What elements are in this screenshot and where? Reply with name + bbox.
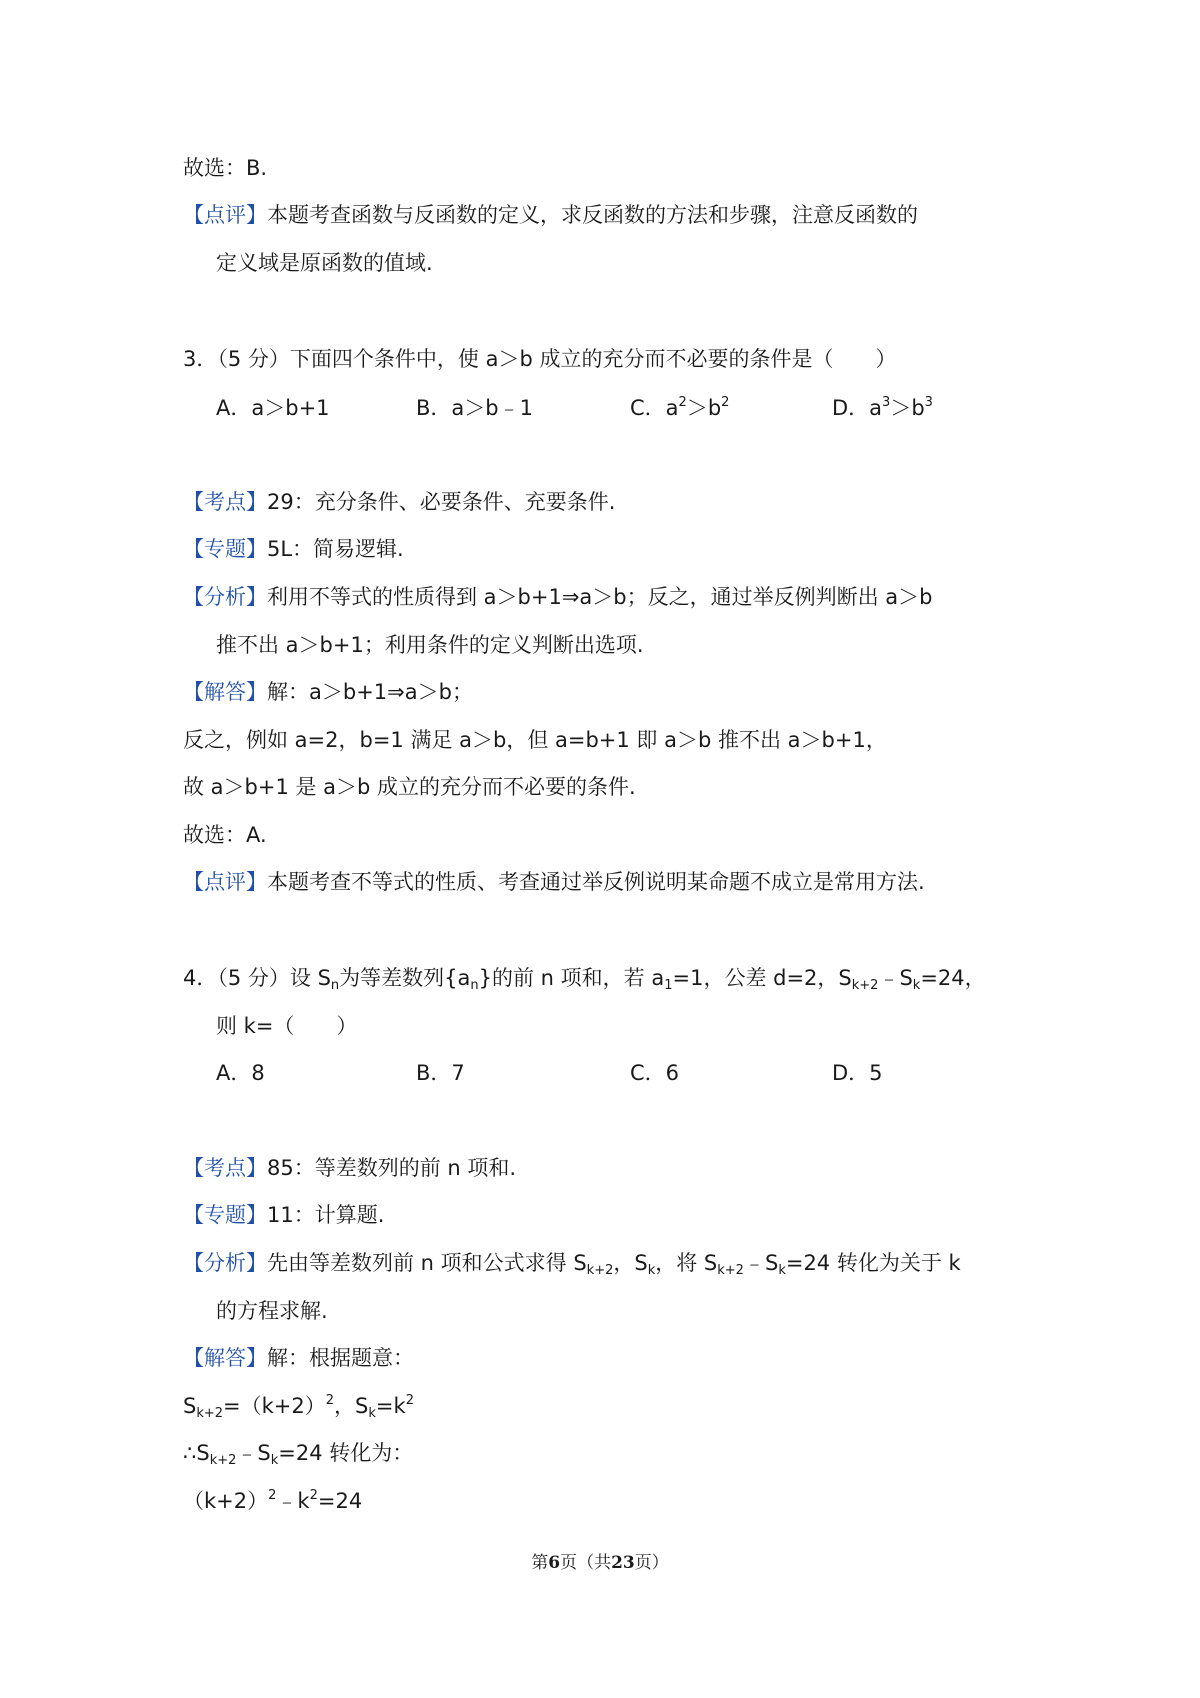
q4-option-b: B．7 xyxy=(416,1061,465,1085)
q3-option-d: D．$a^3>b^3$ xyxy=(832,395,933,420)
page-total: 23 xyxy=(611,1553,635,1573)
q4-equation-1: $S_{k+2}=(k+2)^2$，$S_k=k^2$ xyxy=(183,1393,414,1421)
q4-fenxi-cont: 的方程求解. xyxy=(216,1299,328,1323)
q3-option-a: A．a＞b+1 xyxy=(216,396,330,420)
q4-equation-3: $(k+2)^2﹣k^2=24$ xyxy=(183,1488,363,1513)
q4-stem-cont: 则 k=（ ） xyxy=(216,1014,358,1038)
q4-option-d: D．5 xyxy=(832,1061,883,1085)
q4-option-c: C．6 xyxy=(630,1061,680,1085)
q3-fenxi-cont: 推不出 a＞b+1；利用条件的定义判断出选项. xyxy=(216,633,644,657)
q3-option-c: C．$a^2>b^2$ xyxy=(630,395,730,420)
q2-comment-cont: 定义域是原函数的值域. xyxy=(216,251,433,275)
q3-option-b: B．a＞b﹣1 xyxy=(416,396,533,420)
q3-answer: 故选：A. xyxy=(183,823,267,847)
q3-zhuanti: 【专题】5L：简易逻辑. xyxy=(183,537,404,561)
q3-solution-line-2: 故 a＞b+1 是 a＞b 成立的充分而不必要的条件. xyxy=(183,775,636,799)
q4-option-a: A．8 xyxy=(216,1061,265,1085)
q4-kaodian: 【考点】85：等差数列的前 n 项和. xyxy=(183,1156,517,1180)
q3-jieda: 【解答】解：a＞b+1⇒a＞b； xyxy=(183,680,473,704)
q4-stem: 4．（5 分）设 $S_n$为等差数列$\{a_n\}$的前 n 项和，若 $a_1=1$，公差 d=2，$S_{k+2}﹣S_k=24$， xyxy=(183,966,986,993)
q4-zhuanti: 【专题】11：计算题. xyxy=(183,1203,385,1227)
q3-stem: 3．（5 分）下面四个条件中，使 a＞b 成立的充分而不必要的条件是（ ） xyxy=(183,347,897,371)
q3-comment: 【点评】本题考查不等式的性质、考查通过举反例说明某命题不成立是常用方法. xyxy=(183,870,925,894)
q4-jieda: 【解答】解：根据题意： xyxy=(183,1346,414,1370)
page-footer: 第6页（共23页） xyxy=(531,1553,669,1573)
page-number: 6 xyxy=(548,1553,561,1573)
q4-equation-2: $\therefore S_{k+2}﹣S_k=24$ 转化为： xyxy=(183,1441,414,1468)
q2-answer: 故选：B. xyxy=(183,156,268,180)
q2-comment: 【点评】本题考查函数与反函数的定义，求反函数的方法和步骤，注意反函数的 xyxy=(183,203,918,227)
q3-fenxi: 【分析】利用不等式的性质得到 a＞b+1⇒a＞b；反之，通过举反例判断出 a＞b xyxy=(183,585,933,609)
q3-kaodian: 【考点】29：充分条件、必要条件、充要条件. xyxy=(183,490,616,514)
comment-tag: 【点评】 xyxy=(183,203,267,227)
q4-fenxi: 【分析】先由等差数列前 n 项和公式求得 $S_{k+2}$，$S_k$，将 $S_{k+2}﹣S_k=24$ 转化为关于 k xyxy=(183,1251,961,1278)
q3-solution-line-1: 反之，例如 a=2，b=1 满足 a＞b，但 a=b+1 即 a＞b 推不出 a＞b+1， xyxy=(183,728,887,752)
